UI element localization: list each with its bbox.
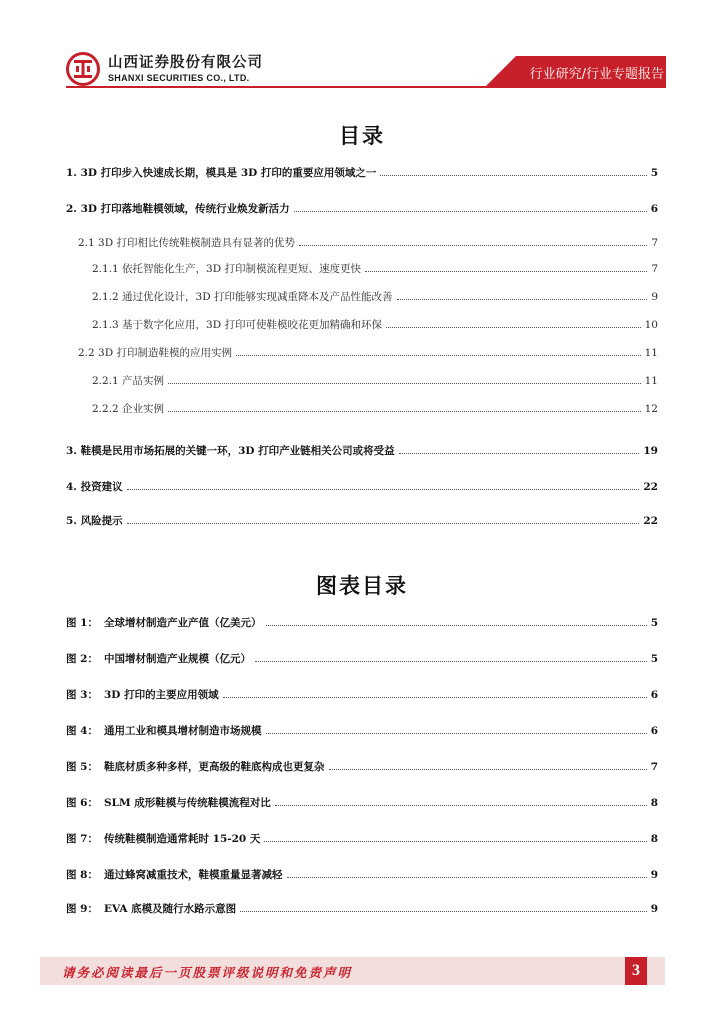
toc-leader-dots: [127, 481, 640, 490]
toc-entry-page: 7: [651, 237, 658, 249]
toc-entry-page: 5: [650, 167, 658, 179]
figure-leader-dots: [329, 761, 647, 770]
toc-entry-page: 10: [644, 319, 658, 331]
page-number: 3: [625, 957, 647, 985]
toc-entry-page: 22: [643, 481, 658, 493]
toc-entry-page: 11: [644, 375, 658, 387]
toc-entry[interactable]: [92, 290, 658, 306]
figure-entry-label: 中国增材制造产业规模（亿元）: [104, 653, 251, 665]
toc-leader-dots: [397, 291, 648, 300]
figure-list-title: 图表目录: [316, 574, 408, 598]
toc-leader-dots: [380, 167, 646, 176]
figure-entry-label: 鞋底材质多种多样，更高级的鞋底构成也更复杂: [104, 761, 325, 773]
figure-leader-dots: [240, 903, 647, 912]
figure-entry-page: 8: [650, 833, 658, 845]
figure-entry-number: 图 5：: [66, 761, 98, 773]
figure-entry-number: 图 4：: [66, 725, 98, 737]
toc-title: 目录: [339, 124, 385, 148]
toc-leader-dots: [365, 263, 647, 272]
figure-entry-number: 图 6：: [66, 797, 98, 809]
figure-entry-number: 图 2：: [66, 653, 98, 665]
page-header: [0, 0, 724, 92]
figure-entry-label: 通过蜂窝减重技术，鞋模重量显著减轻: [104, 869, 283, 881]
toc-entry[interactable]: [78, 346, 658, 362]
toc-leader-dots: [127, 515, 640, 524]
figure-entry[interactable]: [66, 868, 658, 884]
toc-entry-page: 19: [643, 445, 658, 457]
figure-entry-label: 全球增材制造产业产值（亿美元）: [104, 617, 262, 629]
toc-entry-label: 2.1.1 依托智能化生产，3D 打印制模流程更短、速度更快: [92, 263, 361, 275]
figure-leader-dots: [223, 689, 647, 698]
figure-entry-label: SLM 成形鞋模与传统鞋模流程对比: [104, 797, 271, 809]
toc-entry-label: 2.2 3D 打印制造鞋模的应用实例: [78, 347, 232, 359]
toc-leader-dots: [168, 375, 641, 384]
figure-entry-number: 图 7：: [66, 833, 98, 845]
figure-entry[interactable]: [66, 760, 658, 776]
toc-entry[interactable]: [66, 166, 658, 182]
toc-entry[interactable]: [92, 318, 658, 334]
figure-leader-dots: [255, 653, 647, 662]
toc-entry-label: 2.2.1 产品实例: [92, 375, 165, 387]
figure-entry-page: 8: [650, 797, 658, 809]
report-type-label: 行业研究/行业专题报告: [529, 67, 664, 82]
figure-entry-page: 6: [650, 689, 658, 701]
figure-entry-label: 传统鞋模制造通常耗时 15-20 天: [104, 833, 261, 845]
toc-entry-label: 1. 3D 打印步入快速成长期，模具是 3D 打印的重要应用领域之一: [66, 167, 377, 179]
figure-entry-label: EVA 底模及随行水路示意图: [104, 903, 237, 915]
company-name-cn: 山西证券股份有限公司: [108, 54, 263, 71]
toc-entry-label: 4. 投资建议: [66, 481, 123, 493]
toc-entry[interactable]: [66, 202, 658, 218]
figure-entry-number: 图 1：: [66, 617, 98, 629]
figure-leader-dots: [287, 869, 647, 878]
figure-entry[interactable]: [66, 688, 658, 704]
figure-entry-page: 5: [650, 653, 658, 665]
toc-entry-label: 2.1 3D 打印相比传统鞋模制造具有显著的优势: [78, 237, 295, 249]
toc-entry[interactable]: [92, 262, 658, 278]
toc-entry[interactable]: [92, 374, 658, 390]
figure-entry-page: 5: [650, 617, 658, 629]
toc-entry[interactable]: [66, 514, 658, 530]
toc-entry-label: 5. 风险提示: [66, 515, 123, 527]
figure-entry-number: 图 3：: [66, 689, 98, 701]
toc-entry-label: 2.1.3 基于数字化应用，3D 打印可使鞋模咬花更加精确和环保: [92, 319, 382, 331]
figure-entry[interactable]: [66, 796, 658, 812]
toc-entry-page: 7: [651, 263, 658, 275]
figure-entry[interactable]: [66, 832, 658, 848]
company-name-en: SHANXI SECURITIES CO., LTD.: [108, 72, 250, 83]
toc-entry-page: 12: [644, 403, 658, 415]
toc-entry[interactable]: [78, 236, 658, 252]
figure-entry[interactable]: [66, 616, 658, 632]
figure-entry[interactable]: [66, 652, 658, 668]
toc-entry[interactable]: [66, 480, 658, 496]
figure-entry-page: 9: [650, 903, 658, 915]
company-logo: [66, 52, 263, 86]
toc-entry-page: 9: [651, 291, 658, 303]
figure-entry-page: 6: [650, 725, 658, 737]
figure-leader-dots: [266, 617, 647, 626]
figure-entry-page: 7: [650, 761, 658, 773]
toc-entry[interactable]: [66, 444, 658, 460]
figure-leader-dots: [264, 833, 646, 842]
toc-entry[interactable]: [92, 402, 658, 418]
toc-entry-label: 3. 鞋模是民用市场拓展的关键一环，3D 打印产业链相关公司或将受益: [66, 445, 395, 457]
figure-leader-dots: [266, 725, 647, 734]
toc-entry-page: 11: [644, 347, 658, 359]
toc-leader-dots: [236, 347, 641, 356]
figure-entry[interactable]: [66, 902, 658, 918]
toc-entry-label: 2.1.2 通过优化设计，3D 打印能够实现减重降本及产品性能改善: [92, 291, 393, 303]
toc-entry-label: 2.2.2 企业实例: [92, 403, 165, 415]
figure-entry-label: 3D 打印的主要应用领域: [104, 689, 219, 701]
figure-entry-number: 图 8：: [66, 869, 98, 881]
footer-disclaimer: 请务必阅读最后一页股票评级说明和免责声明: [62, 965, 353, 980]
toc-leader-dots: [386, 319, 641, 328]
footer-bar: [40, 957, 665, 985]
header-divider: [66, 86, 666, 88]
figure-entry-page: 9: [650, 869, 658, 881]
toc-entry-page: 6: [650, 203, 658, 215]
figure-entry-label: 通用工业和模具增材制造市场规模: [104, 725, 262, 737]
shanxi-securities-logo-icon: [66, 52, 100, 86]
figure-entry[interactable]: [66, 724, 658, 740]
figure-leader-dots: [275, 797, 647, 806]
figure-entry-number: 图 9：: [66, 903, 98, 915]
toc-leader-dots: [168, 403, 641, 412]
toc-entry-page: 22: [643, 515, 658, 527]
toc-leader-dots: [399, 445, 640, 454]
toc-leader-dots: [294, 203, 647, 212]
toc-entry-label: 2. 3D 打印落地鞋模领域，传统行业焕发新活力: [66, 203, 290, 215]
toc-leader-dots: [299, 237, 647, 246]
